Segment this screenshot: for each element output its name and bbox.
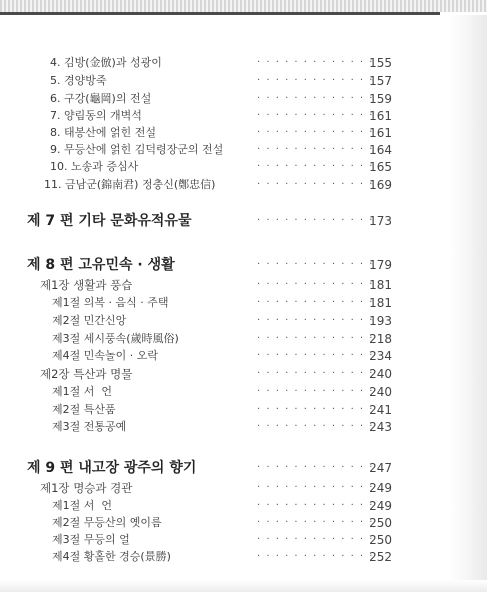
section-title: 제3절 무등의 얼 <box>52 533 130 546</box>
section-title: 제1절 서 언 <box>52 499 112 512</box>
dot-leader: · · · · · · · · · · · · · <box>257 93 374 104</box>
dot-leader: · · · · · · · · · · · · · <box>257 350 374 361</box>
toc-entry[interactable] <box>0 176 487 194</box>
section-title: 제2절 특산품 <box>52 403 116 416</box>
toc-entry[interactable] <box>0 158 487 176</box>
toc-entry-title: 5. 경양방죽 <box>50 74 107 87</box>
toc-entry[interactable] <box>0 90 487 108</box>
toc-section[interactable] <box>0 548 487 566</box>
dot-leader: · · · · · · · · · · · · · <box>257 421 374 432</box>
toc-page-number: 249 <box>369 481 392 495</box>
toc-entry-title: 4. 김방(金倣)과 성광이 <box>50 56 162 69</box>
section-title: 제4절 황홀한 경승(景勝) <box>52 550 171 563</box>
dot-leader: · · · · · · · · · · · · · <box>257 110 374 121</box>
toc-page-number: 240 <box>369 367 392 381</box>
part-title: 제 7 편 기타 문화유적유물 <box>27 213 192 229</box>
dot-leader: · · · · · · · · · · · · · <box>257 144 374 155</box>
dot-leader: · · · · · · · · · · · · · <box>257 386 374 397</box>
toc-page-number: 250 <box>369 533 392 547</box>
dot-leader: · · · · · · · · · · · · · <box>257 259 374 270</box>
toc-chapter[interactable] <box>0 276 487 294</box>
dot-leader: · · · · · · · · · · · · · <box>257 279 374 290</box>
toc-part-heading[interactable] <box>0 212 487 230</box>
toc-section[interactable] <box>0 383 487 401</box>
toc-page-number: 240 <box>369 385 392 399</box>
toc-chapter[interactable] <box>0 365 487 383</box>
chapter-title: 제1장 생활과 풍습 <box>40 278 133 292</box>
dot-leader: · · · · · · · · · · · · · <box>257 57 374 68</box>
toc-page-number: 193 <box>369 314 392 328</box>
dot-leader: · · · · · · · · · · · · · <box>257 315 374 326</box>
toc-section[interactable] <box>0 531 487 549</box>
toc-entry[interactable] <box>0 141 487 159</box>
toc-entry-title: 11. 금남군(錦南君) 정충신(鄭忠信) <box>44 178 216 191</box>
dot-leader: · · · · · · · · · · · · · <box>257 297 374 308</box>
dot-leader: · · · · · · · · · · · · · <box>257 482 374 493</box>
dot-leader: · · · · · · · · · · · · · <box>257 534 374 545</box>
toc-entry-title: 7. 양림동의 개벽석 <box>50 109 142 122</box>
toc-section[interactable] <box>0 418 487 436</box>
dot-leader: · · · · · · · · · · · · · <box>257 215 374 226</box>
toc-page-number: 250 <box>369 516 392 530</box>
part-title: 제 9 편 내고장 광주의 향기 <box>27 460 197 476</box>
toc-chapter[interactable] <box>0 479 487 497</box>
toc-part-heading[interactable] <box>0 459 487 477</box>
dot-leader: · · · · · · · · · · · · · <box>257 333 374 344</box>
dot-leader: · · · · · · · · · · · · · <box>257 179 374 190</box>
toc-page-number: 252 <box>369 550 392 564</box>
toc-part-heading[interactable] <box>0 256 487 274</box>
toc-entry[interactable] <box>0 72 487 90</box>
toc-page-number: 161 <box>369 126 392 140</box>
part-title: 제 8 편 고유민속 · 생활 <box>27 257 175 273</box>
toc-section[interactable] <box>0 401 487 419</box>
section-title: 제3절 전통공예 <box>52 420 127 433</box>
dot-leader: · · · · · · · · · · · · · <box>257 75 374 86</box>
dot-leader: · · · · · · · · · · · · · <box>257 404 374 415</box>
toc-section[interactable] <box>0 514 487 532</box>
section-title: 제2절 민간신앙 <box>52 314 127 327</box>
section-title: 제2절 무등산의 옛이름 <box>52 516 162 529</box>
section-title: 제1절 의복 · 음식 · 주택 <box>52 296 169 309</box>
section-title: 제4절 민속놀이 · 오락 <box>52 349 158 362</box>
chapter-title: 제2장 특산과 명물 <box>40 367 133 381</box>
toc-page-number: 157 <box>369 74 392 88</box>
dot-leader: · · · · · · · · · · · · · <box>257 500 374 511</box>
section-title: 제3절 세시풍속(歲時風俗) <box>52 332 179 345</box>
toc-page-number: 247 <box>369 461 392 475</box>
toc-entry-title: 8. 태봉산에 얽힌 전설 <box>50 126 156 139</box>
toc-page-number: 164 <box>369 143 392 157</box>
toc-page-number: 234 <box>369 349 392 363</box>
toc-page-number: 161 <box>369 109 392 123</box>
toc-section[interactable] <box>0 312 487 330</box>
toc-section[interactable] <box>0 497 487 515</box>
dot-leader: · · · · · · · · · · · · · <box>257 368 374 379</box>
toc-entry[interactable] <box>0 107 487 125</box>
toc-page-number: 218 <box>369 332 392 346</box>
toc-entry-title: 10. 노송과 증심사 <box>50 160 139 173</box>
toc-entry-title: 9. 무등산에 얽힌 김덕령장군의 전설 <box>50 143 224 156</box>
toc-page-number: 159 <box>369 92 392 106</box>
toc-page-number: 243 <box>369 420 392 434</box>
dot-leader: · · · · · · · · · · · · · <box>257 462 374 473</box>
dot-leader: · · · · · · · · · · · · · <box>257 551 374 562</box>
dot-leader: · · · · · · · · · · · · · <box>257 127 374 138</box>
toc-entry[interactable] <box>0 54 487 72</box>
toc-page-number: 165 <box>369 160 392 174</box>
dot-leader: · · · · · · · · · · · · · <box>257 161 374 172</box>
dot-leader: · · · · · · · · · · · · · <box>257 517 374 528</box>
section-title: 제1절 서 언 <box>52 385 112 398</box>
toc-page-number: 179 <box>369 258 392 272</box>
toc-section[interactable] <box>0 330 487 348</box>
toc-page-number: 181 <box>369 296 392 310</box>
toc-section[interactable] <box>0 347 487 365</box>
toc-page-number: 241 <box>369 403 392 417</box>
toc-page-number: 249 <box>369 499 392 513</box>
toc-page-number: 155 <box>369 56 392 70</box>
chapter-title: 제1장 명승과 경관 <box>40 481 133 495</box>
toc-page-number: 169 <box>369 178 392 192</box>
toc-entry-title: 6. 구강(龜岡)의 전설 <box>50 92 152 105</box>
toc-page-number: 173 <box>369 214 392 228</box>
toc-page-number: 181 <box>369 278 392 292</box>
toc-entry[interactable] <box>0 124 487 142</box>
toc-section[interactable] <box>0 294 487 312</box>
